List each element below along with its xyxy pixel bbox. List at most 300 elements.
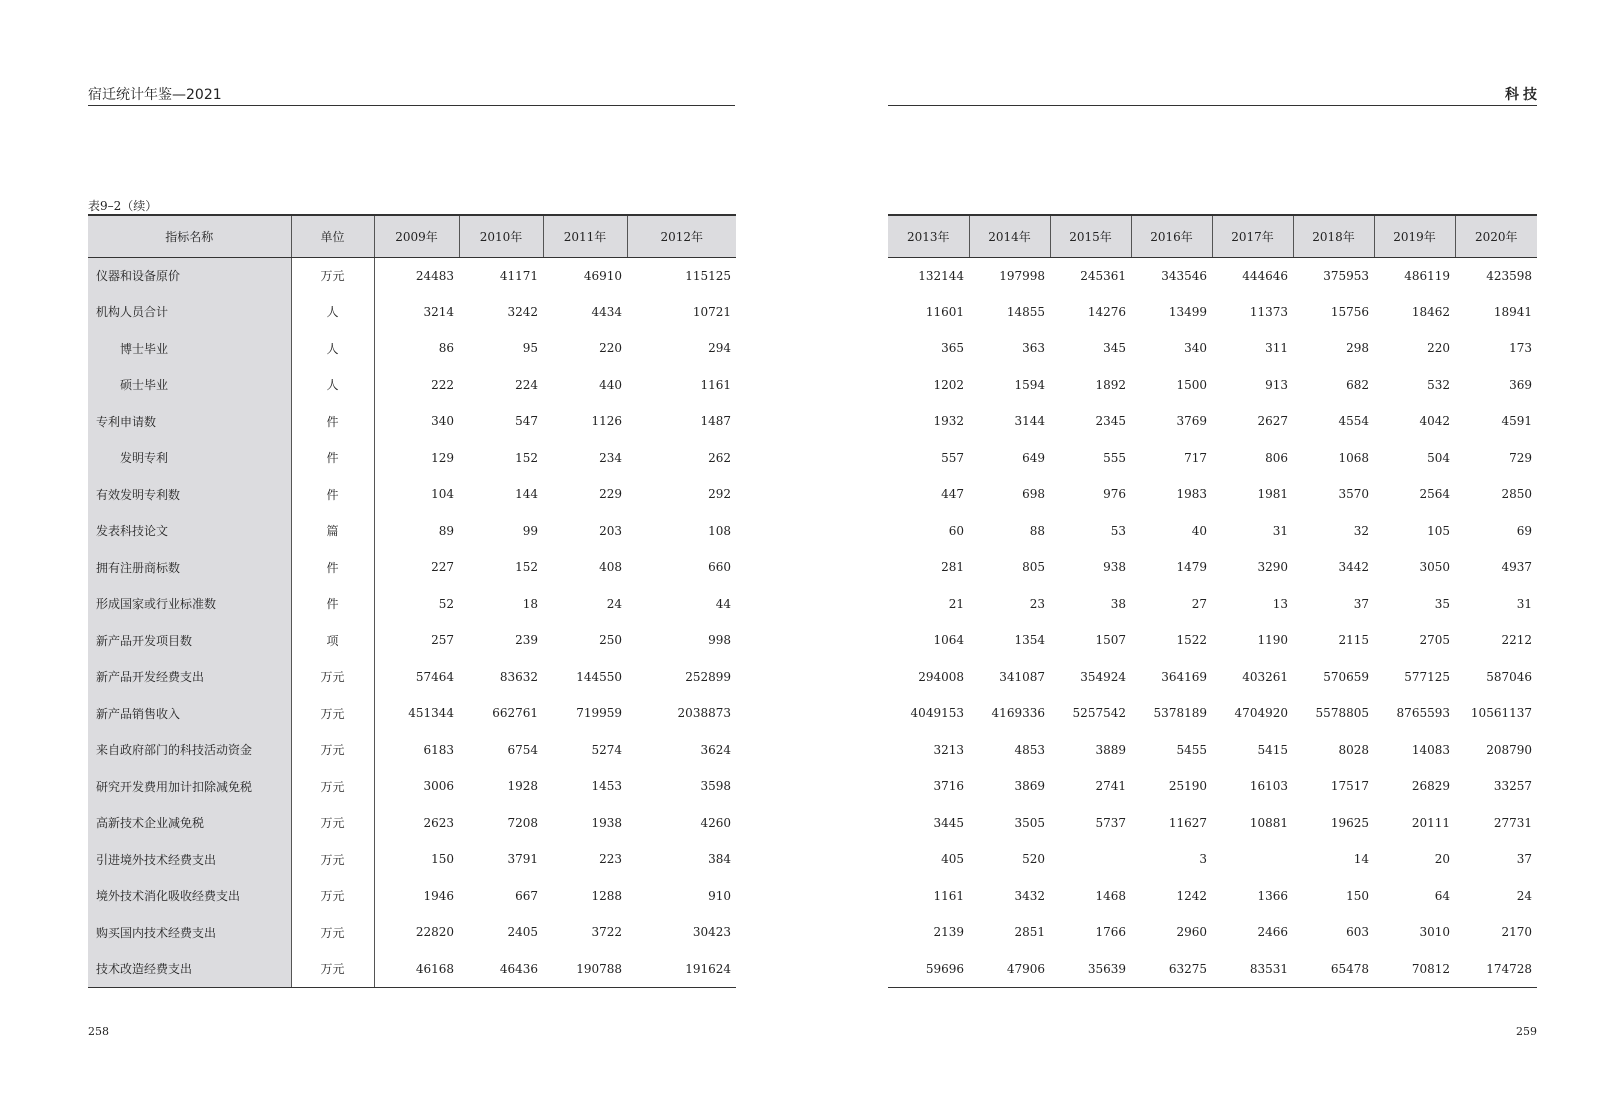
value-cell: 440 — [599, 377, 622, 392]
indicator-name: 研究开发费用加计扣除减免税 — [88, 768, 291, 805]
unit-cell: 万元 — [291, 257, 374, 294]
value-cell: 64 — [1434, 888, 1450, 903]
table-row — [888, 586, 1537, 623]
value-cell: 649 — [1022, 450, 1045, 465]
value-cell: 1594 — [1014, 377, 1045, 392]
value-cell: 384 — [708, 852, 731, 867]
year-header: 2014年 — [969, 215, 1050, 257]
value-cell: 150 — [1346, 888, 1369, 903]
value-cell: 37 — [1516, 852, 1532, 867]
value-cell: 150 — [431, 852, 454, 867]
indicator-name: 境外技术消化吸收经费支出 — [88, 878, 291, 915]
value-cell: 451344 — [408, 706, 454, 721]
unit-cell: 万元 — [291, 841, 374, 878]
value-cell: 2212 — [1501, 633, 1532, 648]
value-cell: 3006 — [423, 779, 454, 794]
right-header-row — [888, 215, 1537, 257]
indicator-name: 新产品开发项目数 — [88, 622, 291, 659]
value-cell: 408 — [599, 560, 622, 575]
indicator-name: 发明专利 — [88, 440, 291, 477]
section-title: 科技 — [1505, 87, 1541, 103]
value-cell: 31 — [1516, 596, 1532, 611]
value-cell: 53 — [1110, 523, 1126, 538]
value-cell: 10561137 — [1470, 706, 1532, 721]
value-cell: 292 — [708, 487, 731, 502]
table-row — [88, 586, 736, 623]
unit-cell: 万元 — [291, 732, 374, 769]
value-cell: 4853 — [1014, 742, 1045, 757]
table-row — [888, 294, 1537, 331]
value-cell: 18462 — [1411, 304, 1450, 319]
value-cell: 1161 — [700, 377, 731, 392]
value-cell: 1354 — [1014, 633, 1045, 648]
table-row — [88, 695, 736, 732]
value-cell: 2170 — [1501, 925, 1532, 940]
table-row — [888, 476, 1537, 513]
unit-cell: 人 — [291, 367, 374, 404]
value-cell: 4042 — [1419, 414, 1450, 429]
value-cell: 340 — [1184, 341, 1207, 356]
table-row — [888, 914, 1537, 951]
unit-cell: 件 — [291, 476, 374, 513]
value-cell: 1453 — [591, 779, 622, 794]
value-cell: 6754 — [507, 742, 538, 757]
table-row — [88, 513, 736, 550]
value-cell: 2850 — [1501, 487, 1532, 502]
yearbook-title: 宿迁统计年鉴—2021 — [88, 87, 222, 103]
value-cell: 340 — [431, 414, 454, 429]
table-row — [88, 476, 736, 513]
value-cell: 83531 — [1212, 951, 1293, 988]
table-row — [88, 440, 736, 477]
value-cell: 682 — [1346, 377, 1369, 392]
value-cell: 18 — [522, 596, 538, 611]
value-cell: 1487 — [700, 414, 731, 429]
indicator-name: 形成国家或行业标准数 — [88, 586, 291, 623]
value-cell: 22820 — [415, 925, 454, 940]
table-row — [888, 768, 1537, 805]
value-cell: 403261 — [1242, 669, 1288, 684]
value-cell: 252899 — [685, 669, 731, 684]
value-cell: 115125 — [685, 268, 731, 283]
value-cell: 938 — [1103, 560, 1126, 575]
value-cell: 95 — [522, 341, 538, 356]
value-cell: 32 — [1353, 523, 1369, 538]
value-cell: 3624 — [700, 742, 731, 757]
value-cell: 486119 — [1404, 268, 1450, 283]
value-cell: 65478 — [1293, 951, 1374, 988]
table-title: 表9–2（续） — [88, 199, 158, 213]
value-cell: 1946 — [423, 888, 454, 903]
unit-cell: 件 — [291, 440, 374, 477]
value-cell: 447 — [941, 487, 964, 502]
value-cell: 1983 — [1176, 487, 1207, 502]
value-cell: 38 — [1110, 596, 1126, 611]
table-row — [88, 805, 736, 842]
value-cell: 24 — [606, 596, 622, 611]
value-cell: 69 — [1516, 523, 1532, 538]
value-cell: 504 — [1427, 450, 1450, 465]
value-cell: 1938 — [591, 815, 622, 830]
unit-header: 单位 — [291, 215, 374, 257]
value-cell: 1288 — [591, 888, 622, 903]
value-cell: 144 — [515, 487, 538, 502]
value-cell: 23 — [1029, 596, 1045, 611]
value-cell: 31 — [1272, 523, 1288, 538]
value-cell: 577125 — [1404, 669, 1450, 684]
value-cell: 99 — [522, 523, 538, 538]
value-cell: 47906 — [969, 951, 1050, 988]
value-cell: 41171 — [499, 268, 538, 283]
value-cell: 5274 — [591, 742, 622, 757]
value-cell: 5455 — [1176, 742, 1207, 757]
value-cell: 547 — [515, 414, 538, 429]
left-page-header — [88, 84, 735, 106]
value-cell: 8028 — [1338, 742, 1369, 757]
value-cell: 86 — [438, 341, 454, 356]
value-cell: 3213 — [933, 742, 964, 757]
indicator-name: 有效发明专利数 — [88, 476, 291, 513]
unit-cell: 万元 — [291, 914, 374, 951]
table-row — [88, 257, 736, 294]
value-cell: 10721 — [692, 304, 731, 319]
unit-cell: 件 — [291, 586, 374, 623]
value-cell: 262 — [708, 450, 731, 465]
value-cell: 375953 — [1323, 268, 1369, 283]
value-cell: 998 — [708, 633, 731, 648]
value-cell: 3050 — [1419, 560, 1450, 575]
value-cell: 191624 — [627, 951, 736, 988]
value-cell: 363 — [1022, 341, 1045, 356]
year-header: 2015年 — [1050, 215, 1131, 257]
indicator-name: 高新技术企业减免税 — [88, 805, 291, 842]
value-cell: 4169336 — [991, 706, 1045, 721]
right-page-header — [888, 84, 1541, 106]
table-row — [88, 659, 736, 696]
value-cell: 21 — [948, 596, 964, 611]
value-cell: 174728 — [1455, 951, 1537, 988]
value-cell: 570659 — [1323, 669, 1369, 684]
right-page-number: 259 — [1516, 1025, 1537, 1038]
value-cell: 4049153 — [910, 706, 964, 721]
value-cell: 35639 — [1050, 951, 1131, 988]
value-cell: 16103 — [1249, 779, 1288, 794]
value-cell: 5257542 — [1072, 706, 1126, 721]
indicator-name: 发表科技论文 — [88, 513, 291, 550]
indicator-name: 专利申请数 — [88, 403, 291, 440]
unit-cell: 人 — [291, 330, 374, 367]
value-cell: 223 — [599, 852, 622, 867]
value-cell: 152 — [515, 450, 538, 465]
value-cell: 59696 — [888, 951, 969, 988]
value-cell: 203 — [599, 523, 622, 538]
indicator-name: 机构人员合计 — [88, 294, 291, 331]
value-cell: 197998 — [999, 268, 1045, 283]
value-cell: 14276 — [1087, 304, 1126, 319]
indicator-name: 新产品开发经费支出 — [88, 659, 291, 696]
value-cell: 2623 — [423, 815, 454, 830]
value-cell: 2960 — [1176, 925, 1207, 940]
value-cell: 667 — [515, 888, 538, 903]
value-cell: 25190 — [1168, 779, 1207, 794]
unit-cell: 万元 — [291, 878, 374, 915]
value-cell: 444646 — [1242, 268, 1288, 283]
value-cell: 2564 — [1419, 487, 1450, 502]
value-cell: 3505 — [1014, 815, 1045, 830]
table-row — [888, 841, 1537, 878]
value-cell: 26829 — [1411, 779, 1450, 794]
table-row — [888, 403, 1537, 440]
indicator-name: 新产品销售收入 — [88, 695, 291, 732]
value-cell: 343546 — [1161, 268, 1207, 283]
value-cell: 354924 — [1080, 669, 1126, 684]
value-cell: 4937 — [1501, 560, 1532, 575]
value-cell: 4591 — [1501, 414, 1532, 429]
value-cell: 806 — [1265, 450, 1288, 465]
value-cell: 13 — [1272, 596, 1288, 611]
value-cell: 910 — [708, 888, 731, 903]
value-cell — [1212, 841, 1293, 878]
table-row — [88, 294, 736, 331]
value-cell: 405 — [941, 852, 964, 867]
value-cell: 5378189 — [1153, 706, 1207, 721]
value-cell: 341087 — [999, 669, 1045, 684]
value-cell: 220 — [1427, 341, 1450, 356]
unit-cell: 万元 — [291, 695, 374, 732]
value-cell: 1161 — [933, 888, 964, 903]
year-header: 2009年 — [374, 215, 459, 257]
value-cell: 105 — [1427, 523, 1450, 538]
value-cell: 14855 — [1006, 304, 1045, 319]
table-row — [88, 622, 736, 659]
table-row — [888, 878, 1537, 915]
value-cell: 229 — [599, 487, 622, 502]
value-cell: 190788 — [543, 951, 627, 988]
table-row — [88, 330, 736, 367]
value-cell: 423598 — [1486, 268, 1532, 283]
value-cell: 129 — [431, 450, 454, 465]
value-cell: 132144 — [918, 268, 964, 283]
value-cell: 52 — [438, 596, 454, 611]
value-cell: 3716 — [933, 779, 964, 794]
table-row — [88, 841, 736, 878]
value-cell: 557 — [941, 450, 964, 465]
table-row — [888, 513, 1537, 550]
value-cell: 13499 — [1168, 304, 1207, 319]
table-row — [88, 403, 736, 440]
value-cell: 662761 — [492, 706, 538, 721]
right-data-table — [888, 214, 1537, 988]
value-cell: 30423 — [692, 925, 731, 940]
indicator-name: 硕士毕业 — [88, 367, 291, 404]
value-cell: 2741 — [1095, 779, 1126, 794]
value-cell: 46168 — [374, 951, 459, 988]
value-cell: 8765593 — [1396, 706, 1450, 721]
value-cell: 60 — [948, 523, 964, 538]
left-header-row — [88, 215, 736, 257]
value-cell: 2405 — [507, 925, 538, 940]
value-cell: 805 — [1022, 560, 1045, 575]
value-cell: 1468 — [1095, 888, 1126, 903]
value-cell: 3 — [1199, 852, 1207, 867]
unit-cell: 万元 — [291, 768, 374, 805]
value-cell: 5578805 — [1315, 706, 1369, 721]
value-cell: 520 — [1022, 852, 1045, 867]
table-row — [88, 878, 736, 915]
value-cell: 63275 — [1131, 951, 1212, 988]
value-cell: 913 — [1265, 377, 1288, 392]
value-cell: 2627 — [1257, 414, 1288, 429]
value-cell: 2139 — [933, 925, 964, 940]
value-cell: 603 — [1346, 925, 1369, 940]
year-header: 2020年 — [1455, 215, 1537, 257]
value-cell: 1366 — [1257, 888, 1288, 903]
value-cell: 729 — [1509, 450, 1532, 465]
year-header: 2011年 — [543, 215, 627, 257]
year-header: 2019年 — [1374, 215, 1455, 257]
value-cell: 3722 — [591, 925, 622, 940]
table-row — [88, 951, 736, 988]
table-row — [88, 367, 736, 404]
value-cell: 152 — [515, 560, 538, 575]
value-cell: 89 — [438, 523, 454, 538]
value-cell: 245361 — [1080, 268, 1126, 283]
value-cell: 4260 — [700, 815, 731, 830]
value-cell: 27 — [1191, 596, 1207, 611]
value-cell: 234 — [599, 450, 622, 465]
value-cell: 2851 — [1014, 925, 1045, 940]
value-cell: 3445 — [933, 815, 964, 830]
value-cell: 532 — [1427, 377, 1450, 392]
value-cell: 311 — [1265, 341, 1288, 356]
value-cell: 4434 — [591, 304, 622, 319]
value-cell: 24483 — [415, 268, 454, 283]
right-table-body — [888, 257, 1537, 987]
unit-cell: 万元 — [291, 805, 374, 842]
value-cell: 104 — [431, 487, 454, 502]
value-cell: 14083 — [1411, 742, 1450, 757]
table-row — [888, 257, 1537, 294]
value-cell: 1500 — [1176, 377, 1207, 392]
value-cell: 46436 — [459, 951, 543, 988]
value-cell: 1932 — [933, 414, 964, 429]
table-row — [88, 549, 736, 586]
value-cell: 717 — [1184, 450, 1207, 465]
unit-cell: 篇 — [291, 513, 374, 550]
value-cell: 555 — [1103, 450, 1126, 465]
indicator-name: 来自政府部门的科技活动资金 — [88, 732, 291, 769]
value-cell: 108 — [708, 523, 731, 538]
value-cell: 364169 — [1161, 669, 1207, 684]
table-row — [888, 367, 1537, 404]
value-cell: 298 — [1346, 341, 1369, 356]
table-row — [888, 805, 1537, 842]
value-cell: 1766 — [1095, 925, 1126, 940]
value-cell: 208790 — [1486, 742, 1532, 757]
value-cell: 33257 — [1493, 779, 1532, 794]
value-cell: 1068 — [1338, 450, 1369, 465]
value-cell: 345 — [1103, 341, 1126, 356]
value-cell: 1126 — [591, 414, 622, 429]
value-cell: 3242 — [507, 304, 538, 319]
value-cell: 4704920 — [1234, 706, 1288, 721]
value-cell: 3598 — [700, 779, 731, 794]
value-cell: 250 — [599, 633, 622, 648]
unit-cell: 万元 — [291, 659, 374, 696]
value-cell: 173 — [1509, 341, 1532, 356]
value-cell: 1190 — [1257, 633, 1288, 648]
value-cell — [1050, 841, 1131, 878]
table-row — [888, 732, 1537, 769]
value-cell: 11627 — [1168, 815, 1207, 830]
table-row — [888, 659, 1537, 696]
value-cell: 2466 — [1257, 925, 1288, 940]
value-cell: 2038873 — [677, 706, 731, 721]
value-cell: 35 — [1434, 596, 1450, 611]
value-cell: 1892 — [1095, 377, 1126, 392]
table-row — [88, 732, 736, 769]
value-cell: 2705 — [1419, 633, 1450, 648]
value-cell: 369 — [1509, 377, 1532, 392]
value-cell: 14 — [1353, 852, 1369, 867]
value-cell: 20 — [1434, 852, 1450, 867]
value-cell: 3290 — [1257, 560, 1288, 575]
value-cell: 239 — [515, 633, 538, 648]
year-header: 2018年 — [1293, 215, 1374, 257]
value-cell: 3214 — [423, 304, 454, 319]
table-row — [888, 695, 1537, 732]
value-cell: 227 — [431, 560, 454, 575]
value-cell: 144550 — [576, 669, 622, 684]
value-cell: 3869 — [1014, 779, 1045, 794]
unit-cell: 项 — [291, 622, 374, 659]
value-cell: 7208 — [507, 815, 538, 830]
value-cell: 3769 — [1176, 414, 1207, 429]
value-cell: 3889 — [1095, 742, 1126, 757]
year-header: 2010年 — [459, 215, 543, 257]
value-cell: 365 — [941, 341, 964, 356]
value-cell: 2115 — [1338, 633, 1369, 648]
value-cell: 587046 — [1486, 669, 1532, 684]
value-cell: 294 — [708, 341, 731, 356]
value-cell: 5415 — [1257, 742, 1288, 757]
indicator-name: 购买国内技术经费支出 — [88, 914, 291, 951]
value-cell: 3010 — [1419, 925, 1450, 940]
value-cell: 698 — [1022, 487, 1045, 502]
value-cell: 3144 — [1014, 414, 1045, 429]
left-page-number: 258 — [88, 1025, 109, 1038]
value-cell: 27731 — [1493, 815, 1532, 830]
value-cell: 719959 — [576, 706, 622, 721]
table-row — [888, 951, 1537, 988]
left-data-table — [88, 214, 736, 988]
table-row — [88, 768, 736, 805]
indicator-name: 仪器和设备原价 — [88, 257, 291, 294]
unit-cell: 件 — [291, 549, 374, 586]
value-cell: 37 — [1353, 596, 1369, 611]
value-cell: 294008 — [918, 669, 964, 684]
value-cell: 70812 — [1374, 951, 1455, 988]
indicator-name: 拥有注册商标数 — [88, 549, 291, 586]
table-row — [888, 440, 1537, 477]
value-cell: 5737 — [1095, 815, 1126, 830]
value-cell: 1981 — [1257, 487, 1288, 502]
value-cell: 1064 — [933, 633, 964, 648]
value-cell: 10881 — [1249, 815, 1288, 830]
table-row — [888, 330, 1537, 367]
value-cell: 222 — [431, 377, 454, 392]
value-cell: 3432 — [1014, 888, 1045, 903]
